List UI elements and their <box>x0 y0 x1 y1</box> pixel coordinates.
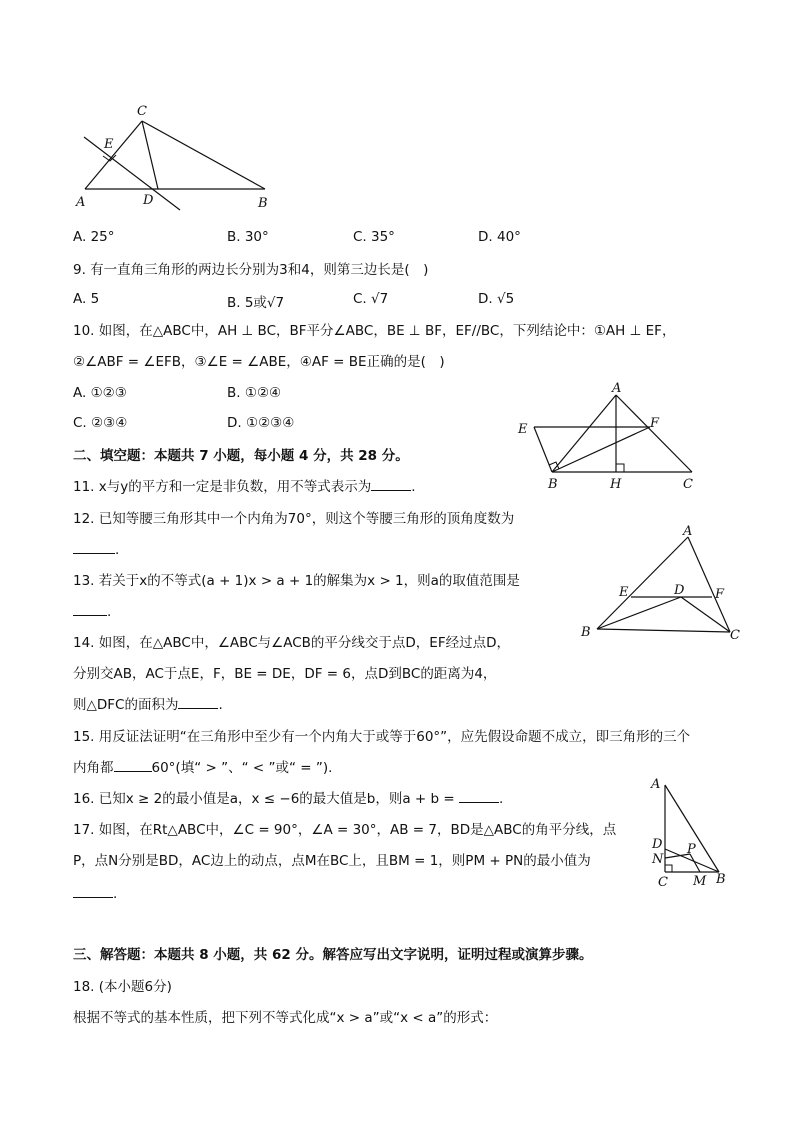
label-E: E <box>104 137 114 152</box>
segment-BD <box>597 597 681 629</box>
label-F: F <box>715 587 725 602</box>
label-D: D <box>652 837 663 852</box>
figure-q17 <box>645 775 735 890</box>
label-B: B <box>716 872 726 887</box>
q10-option-d: D. ①②③④ <box>227 415 295 431</box>
q10-stem-line1: 10. 如图，在△ABC中，AH ⊥ BC，BF平分∠ABC，BE ⊥ BF，EF//BC，下列结论中：①AH ⊥ EF， <box>73 323 676 339</box>
q8-option-a: A. 25° <box>73 229 115 245</box>
q9-stem: 9. 有一直角三角形的两边长分别为3和4，则第三边长是( ) <box>73 262 429 278</box>
q16-period: . <box>499 791 504 807</box>
label-A: A <box>651 777 661 792</box>
segment-AB <box>552 395 616 472</box>
right-angle-mark-H <box>616 464 624 472</box>
label-P: P <box>687 842 696 857</box>
q14-answer-blank[interactable] <box>178 708 218 709</box>
label-E: E <box>619 585 629 600</box>
q10-option-b: B. ①②④ <box>227 385 282 401</box>
q15-line2-a: 内角都 <box>73 760 114 776</box>
section-3-heading: 三、解答题：本题共 8 小题，共 62 分。解答应写出文字说明，证明过程或演算步骤。 <box>73 947 593 963</box>
label-C: C <box>658 875 668 890</box>
segment-AC <box>616 395 692 472</box>
q16-text: 16. 已知x ≥ 2的最小值是a，x ≤ −6的最大值是b，则a + b = <box>73 791 455 807</box>
q14-line3: 则△DFC的面积为 . <box>73 697 223 713</box>
q13-answer-blank[interactable] <box>73 615 107 616</box>
figure-q10 <box>510 380 710 495</box>
q16 <box>73 790 503 808</box>
q10-option-c: C. ②③④ <box>73 415 128 431</box>
label-A: A <box>612 381 622 396</box>
segment-AC <box>85 121 142 189</box>
q13-line1: 13. 若关于x的不等式(a + 1)x > a + 1的解集为x > 1，则a的取值范围是 <box>73 573 520 589</box>
q18-title: 18. (本小题6分) <box>73 979 172 995</box>
q16-answer-blank[interactable] <box>459 802 499 803</box>
q11-answer-blank[interactable] <box>371 490 411 491</box>
label-B: B <box>581 625 591 640</box>
q11: 11. x与y的平方和一定是非负数，用不等式表示为 . <box>73 479 416 495</box>
q17-line1: 17. 如图，在Rt△ABC中，∠C = 90°，∠A = 30°，AB = 7，BD是△ABC的角平分线，点 <box>73 822 617 838</box>
q9-option-b: B. 5或√7 <box>227 295 285 311</box>
q18-line1: 根据不等式的基本性质，把下列不等式化成“x > a”或“x < a”的形式： <box>73 1010 498 1026</box>
q15-line1: 15. 用反证法证明“在三角形中至少有一个内角大于或等于60°”，应先假设命题不成立，即三角形的三个 <box>73 729 691 745</box>
segment-BC <box>597 629 730 632</box>
q8-option-c: C. 35° <box>353 229 395 245</box>
q12-line1: 12. 已知等腰三角形其中一个内角为70°，则这个等腰三角形的顶角度数为 <box>73 511 515 527</box>
label-D: D <box>143 193 154 208</box>
label-A: A <box>683 524 693 539</box>
q10-stem-line2: ②∠ABF = ∠EFB，③∠E = ∠ABE，④AF = BE正确的是( ) <box>73 354 445 370</box>
q9-option-a: A. 5 <box>73 291 100 307</box>
label-A: A <box>76 195 86 210</box>
section-2-heading: 二、填空题：本题共 7 小题，每小题 4 分，共 28 分。 <box>73 448 409 464</box>
q12-answer: . <box>73 541 119 559</box>
label-M: M <box>693 874 707 889</box>
figure-q14 <box>575 522 750 647</box>
q8-option-b: B. 30° <box>227 229 269 245</box>
q17-line2: P，点N分别是BD，AC边上的动点，点M在BC上，且BM = 1，则PM + PN的最小值为 <box>73 853 591 869</box>
segment-AC <box>688 537 730 632</box>
label-B: B <box>548 477 558 492</box>
q10-option-a: A. ①②③ <box>73 385 127 401</box>
q8-option-d: D. 40° <box>478 229 521 245</box>
label-D: D <box>674 583 685 598</box>
segment-BF <box>552 427 650 472</box>
label-B: B <box>258 196 268 211</box>
q15-line2 <box>73 759 332 777</box>
q11-text: 11. x与y的平方和一定是非负数，用不等式表示为 <box>73 479 372 495</box>
label-E: E <box>518 422 528 437</box>
label-C: C <box>683 477 693 492</box>
q9-option-d: D. √5 <box>478 291 515 307</box>
q9-option-c: C. √7 <box>353 291 389 307</box>
segment-CB <box>142 121 265 189</box>
label-C: C <box>730 628 740 643</box>
right-angle-mark-C <box>665 865 672 872</box>
q15-answer-blank[interactable] <box>114 771 152 772</box>
label-N: N <box>652 852 664 867</box>
q17-answer-blank[interactable] <box>73 897 113 898</box>
q14-line2: 分别交AB，AC于点E，F，BE = DE，DF = 6，点D到BC的距离为4， <box>73 666 497 682</box>
figure-q8 <box>70 100 280 212</box>
label-C: C <box>137 104 147 119</box>
label-F: F <box>650 416 660 431</box>
q14-line1: 14. 如图，在△ABC中，∠ABC与∠ACB的平分线交于点D，EF经过点D， <box>73 635 510 651</box>
q15-line2-b: 60°(填“ > ”、“ < ”或“ = ”). <box>151 760 333 776</box>
label-H: H <box>610 477 622 492</box>
q13-answer: . <box>73 603 111 621</box>
q12-answer-blank[interactable] <box>73 553 115 554</box>
segment-AB <box>665 785 719 872</box>
q17-answer: . <box>73 885 117 903</box>
segment-CD <box>142 121 158 189</box>
q14-line3-text: 则△DFC的面积为 <box>73 697 179 713</box>
